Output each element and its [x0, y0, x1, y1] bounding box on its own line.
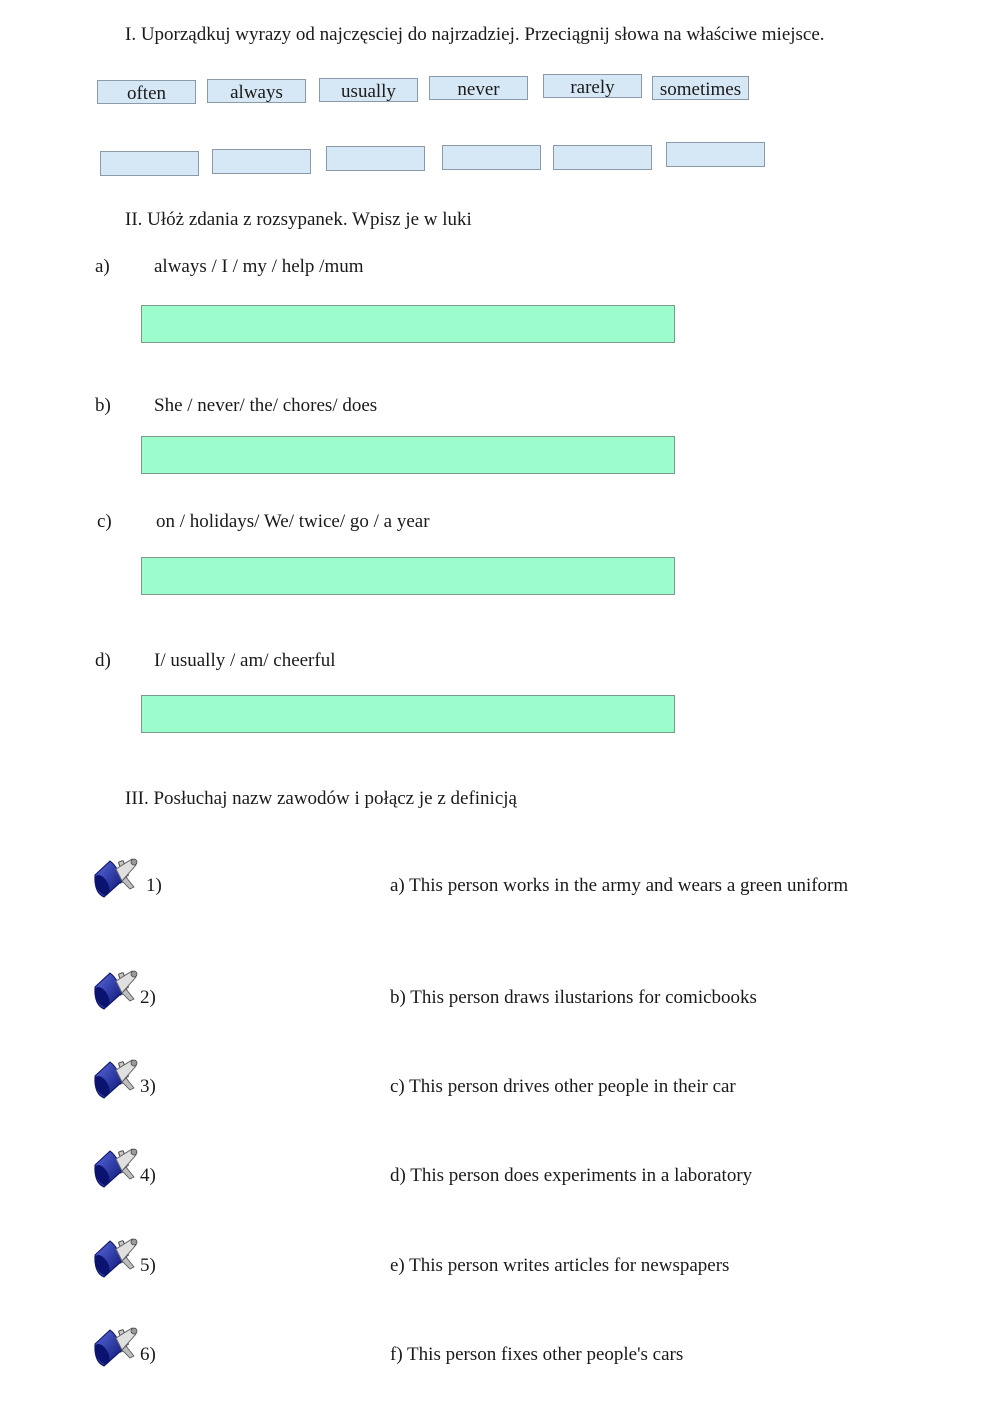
drop-slot-2[interactable] [212, 149, 311, 174]
scrambled-sentence-d: I/ usually / am/ cheerful [154, 650, 336, 671]
scrambled-sentence-c: on / holidays/ We/ twice/ go / a year [156, 511, 430, 532]
audio-number-5: 5) [140, 1255, 156, 1276]
megaphone-icon[interactable] [92, 1145, 140, 1191]
answer-input-b[interactable] [141, 436, 675, 474]
drop-slot-5[interactable] [553, 145, 652, 170]
answer-input-d[interactable] [141, 695, 675, 733]
drop-slot-6[interactable] [666, 142, 765, 167]
section-3-heading: III. Posłuchaj nazw zawodów i połącz je z definicją [125, 788, 517, 809]
draggable-word-rarely[interactable]: rarely [543, 74, 642, 98]
answer-input-c[interactable] [141, 557, 675, 595]
megaphone-icon[interactable] [92, 967, 140, 1013]
definition-d: d) This person does experiments in a laboratory [390, 1165, 753, 1186]
megaphone-icon[interactable] [92, 855, 140, 901]
audio-number-4: 4) [140, 1165, 156, 1186]
drop-slot-3[interactable] [326, 146, 425, 171]
draggable-word-often[interactable]: often [97, 80, 196, 104]
definition-e: e) This person writes articles for newspapers [390, 1255, 730, 1276]
draggable-word-always[interactable]: always [207, 79, 306, 103]
draggable-word-sometimes[interactable]: sometimes [652, 76, 749, 100]
definition-c: c) This person drives other people in their car [390, 1076, 736, 1097]
answer-input-a[interactable] [141, 305, 675, 343]
scrambled-sentence-a: always / I / my / help /mum [154, 256, 364, 277]
megaphone-icon[interactable] [92, 1056, 140, 1102]
draggable-word-never[interactable]: never [429, 76, 528, 100]
audio-number-1: 1) [146, 875, 162, 896]
megaphone-icon[interactable] [92, 1324, 140, 1370]
item-letter-d: d) [95, 650, 111, 671]
audio-number-3: 3) [140, 1076, 156, 1097]
audio-number-6: 6) [140, 1344, 156, 1365]
item-letter-b: b) [95, 395, 111, 416]
draggable-word-usually[interactable]: usually [319, 78, 418, 102]
definition-f: f) This person fixes other people's cars [390, 1344, 684, 1365]
definition-b: b) This person draws ilustarions for comicbooks [390, 987, 757, 1008]
megaphone-icon[interactable] [92, 1235, 140, 1281]
definition-a: a) This person works in the army and wears a green uniform [390, 875, 849, 896]
item-letter-a: a) [95, 256, 110, 277]
drop-slot-4[interactable] [442, 145, 541, 170]
section-1-heading: I. Uporządkuj wyrazy od najczęsciej do najrzadziej. Przeciągnij słowa na właściwe miejsce. [125, 24, 825, 45]
audio-number-2: 2) [140, 987, 156, 1008]
item-letter-c: c) [97, 511, 112, 532]
section-2-heading: II. Ułóż zdania z rozsypanek. Wpisz je w luki [125, 209, 472, 230]
scrambled-sentence-b: She / never/ the/ chores/ does [154, 395, 378, 416]
drop-slot-1[interactable] [100, 151, 199, 176]
